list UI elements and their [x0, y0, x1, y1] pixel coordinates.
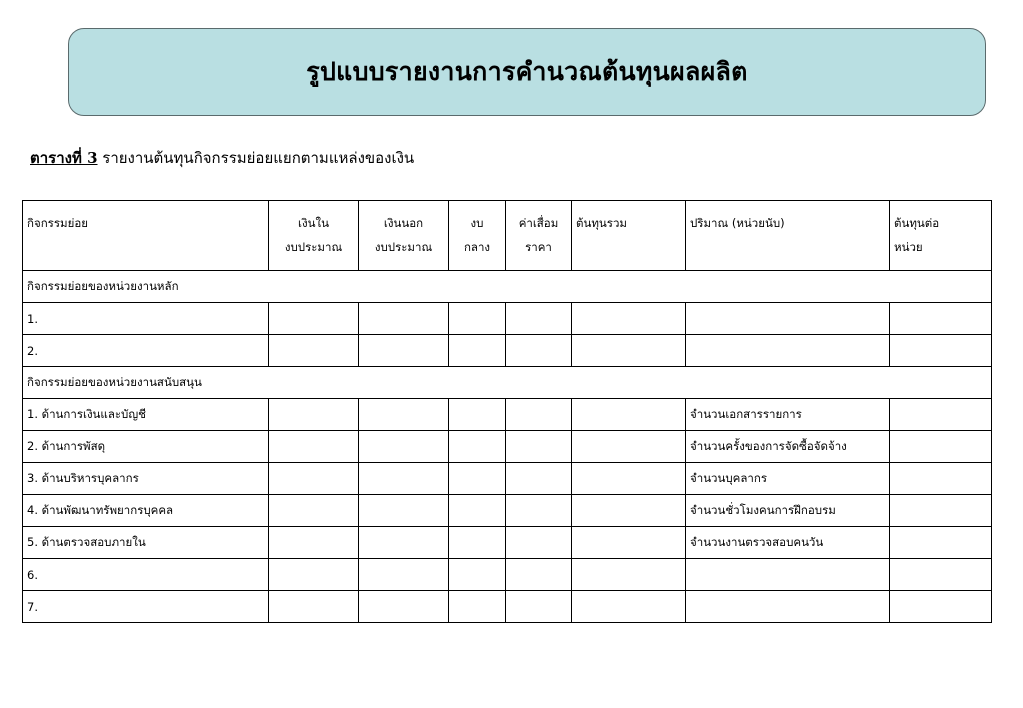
unit-cost-cell — [890, 431, 992, 463]
unit-cost-cell — [890, 303, 992, 335]
budget-out-cell — [359, 335, 449, 367]
header-central-budget-cont: กลาง — [449, 236, 506, 271]
header-quantity-cont — [686, 236, 890, 271]
unit-cost-cell — [890, 335, 992, 367]
depreciation-cell — [506, 463, 572, 495]
table-row — [23, 399, 992, 431]
header-unit-cost-cont: หน่วย — [890, 236, 992, 271]
header-budget-out: เงินนอก — [359, 201, 449, 236]
central-budget-cell — [449, 431, 506, 463]
header-activity-cont — [23, 236, 269, 271]
activity-cell: 1. — [23, 303, 269, 335]
unit-cost-cell — [890, 591, 992, 623]
depreciation-cell — [506, 559, 572, 591]
activity-cell: 7. — [23, 591, 269, 623]
depreciation-cell — [506, 495, 572, 527]
budget-out-cell — [359, 527, 449, 559]
header-unit-cost: ต้นทุนต่อ — [890, 201, 992, 236]
header-budget-in: เงินใน — [269, 201, 359, 236]
budget-in-cell — [269, 591, 359, 623]
central-budget-cell — [449, 559, 506, 591]
table-body — [23, 271, 992, 623]
budget-out-cell — [359, 591, 449, 623]
table-caption — [30, 146, 414, 170]
quantity-cell: จำนวนงานตรวจสอบคนวัน — [686, 527, 890, 559]
table-row — [23, 463, 992, 495]
depreciation-cell — [506, 591, 572, 623]
unit-cost-cell — [890, 463, 992, 495]
budget-in-cell — [269, 399, 359, 431]
header-depreciation-cont: ราคา — [506, 236, 572, 271]
header-row-1 — [23, 201, 992, 236]
section-main-label: กิจกรรมย่อยของหน่วยงานหลัก — [23, 271, 992, 303]
section-support-label: กิจกรรมย่อยของหน่วยงานสนับสนุน — [23, 367, 992, 399]
quantity-cell — [686, 591, 890, 623]
table-row — [23, 495, 992, 527]
unit-cost-cell — [890, 399, 992, 431]
quantity-cell: จำนวนบุคลากร — [686, 463, 890, 495]
table-number-label: ตารางที่ 3 — [30, 149, 98, 167]
unit-cost-cell — [890, 559, 992, 591]
unit-cost-cell — [890, 527, 992, 559]
total-cost-cell — [572, 559, 686, 591]
central-budget-cell — [449, 303, 506, 335]
section-row-support — [23, 367, 992, 399]
central-budget-cell — [449, 335, 506, 367]
table-row — [23, 335, 992, 367]
budget-in-cell — [269, 559, 359, 591]
table-row — [23, 303, 992, 335]
depreciation-cell — [506, 335, 572, 367]
central-budget-cell — [449, 591, 506, 623]
activity-cell: 3. ด้านบริหารบุคลากร — [23, 463, 269, 495]
section-row-main — [23, 271, 992, 303]
header-central-budget: งบ — [449, 201, 506, 236]
budget-out-cell — [359, 431, 449, 463]
budget-in-cell — [269, 303, 359, 335]
quantity-cell — [686, 303, 890, 335]
header-activity: กิจกรรมย่อย — [23, 201, 269, 236]
unit-cost-cell — [890, 495, 992, 527]
activity-cell: 1. ด้านการเงินและบัญชี — [23, 399, 269, 431]
header-depreciation: ค่าเสื่อม — [506, 201, 572, 236]
quantity-cell: จำนวนเอกสารรายการ — [686, 399, 890, 431]
depreciation-cell — [506, 303, 572, 335]
central-budget-cell — [449, 495, 506, 527]
total-cost-cell — [572, 431, 686, 463]
depreciation-cell — [506, 527, 572, 559]
activity-cell: 2. — [23, 335, 269, 367]
page-title: รูปแบบรายงานการคำนวณต้นทุนผลผลิต — [306, 57, 748, 86]
depreciation-cell — [506, 399, 572, 431]
table-row — [23, 527, 992, 559]
budget-in-cell — [269, 463, 359, 495]
total-cost-cell — [572, 591, 686, 623]
quantity-cell — [686, 559, 890, 591]
table-row — [23, 591, 992, 623]
depreciation-cell — [506, 431, 572, 463]
budget-out-cell — [359, 303, 449, 335]
quantity-cell: จำนวนชั่วโมงคนการฝึกอบรม — [686, 495, 890, 527]
activity-cell: 5. ด้านตรวจสอบภายใน — [23, 527, 269, 559]
budget-out-cell — [359, 559, 449, 591]
header-row-2 — [23, 236, 992, 271]
budget-in-cell — [269, 527, 359, 559]
quantity-cell: จำนวนครั้งของการจัดซื้อจัดจ้าง — [686, 431, 890, 463]
total-cost-cell — [572, 495, 686, 527]
total-cost-cell — [572, 463, 686, 495]
header-budget-in-cont: งบประมาณ — [269, 236, 359, 271]
budget-in-cell — [269, 335, 359, 367]
budget-out-cell — [359, 399, 449, 431]
total-cost-cell — [572, 399, 686, 431]
budget-out-cell — [359, 463, 449, 495]
total-cost-cell — [572, 527, 686, 559]
header-total-cost-cont — [572, 236, 686, 271]
quantity-cell — [686, 335, 890, 367]
budget-out-cell — [359, 495, 449, 527]
budget-in-cell — [269, 495, 359, 527]
header-budget-out-cont: งบประมาณ — [359, 236, 449, 271]
central-budget-cell — [449, 463, 506, 495]
central-budget-cell — [449, 527, 506, 559]
budget-in-cell — [269, 431, 359, 463]
table-row — [23, 431, 992, 463]
header-quantity: ปริมาณ (หน่วยนับ) — [686, 201, 890, 236]
activity-cell: 4. ด้านพัฒนาทรัพยากรบุคคล — [23, 495, 269, 527]
central-budget-cell — [449, 399, 506, 431]
cost-report-table — [22, 200, 992, 623]
total-cost-cell — [572, 335, 686, 367]
header-total-cost: ต้นทุนรวม — [572, 201, 686, 236]
title-banner — [68, 28, 986, 116]
table-row — [23, 559, 992, 591]
table-caption-text: รายงานต้นทุนกิจกรรมย่อยแยกตามแหล่งของเงิน — [97, 149, 415, 167]
total-cost-cell — [572, 303, 686, 335]
activity-cell: 2. ด้านการพัสดุ — [23, 431, 269, 463]
activity-cell: 6. — [23, 559, 269, 591]
